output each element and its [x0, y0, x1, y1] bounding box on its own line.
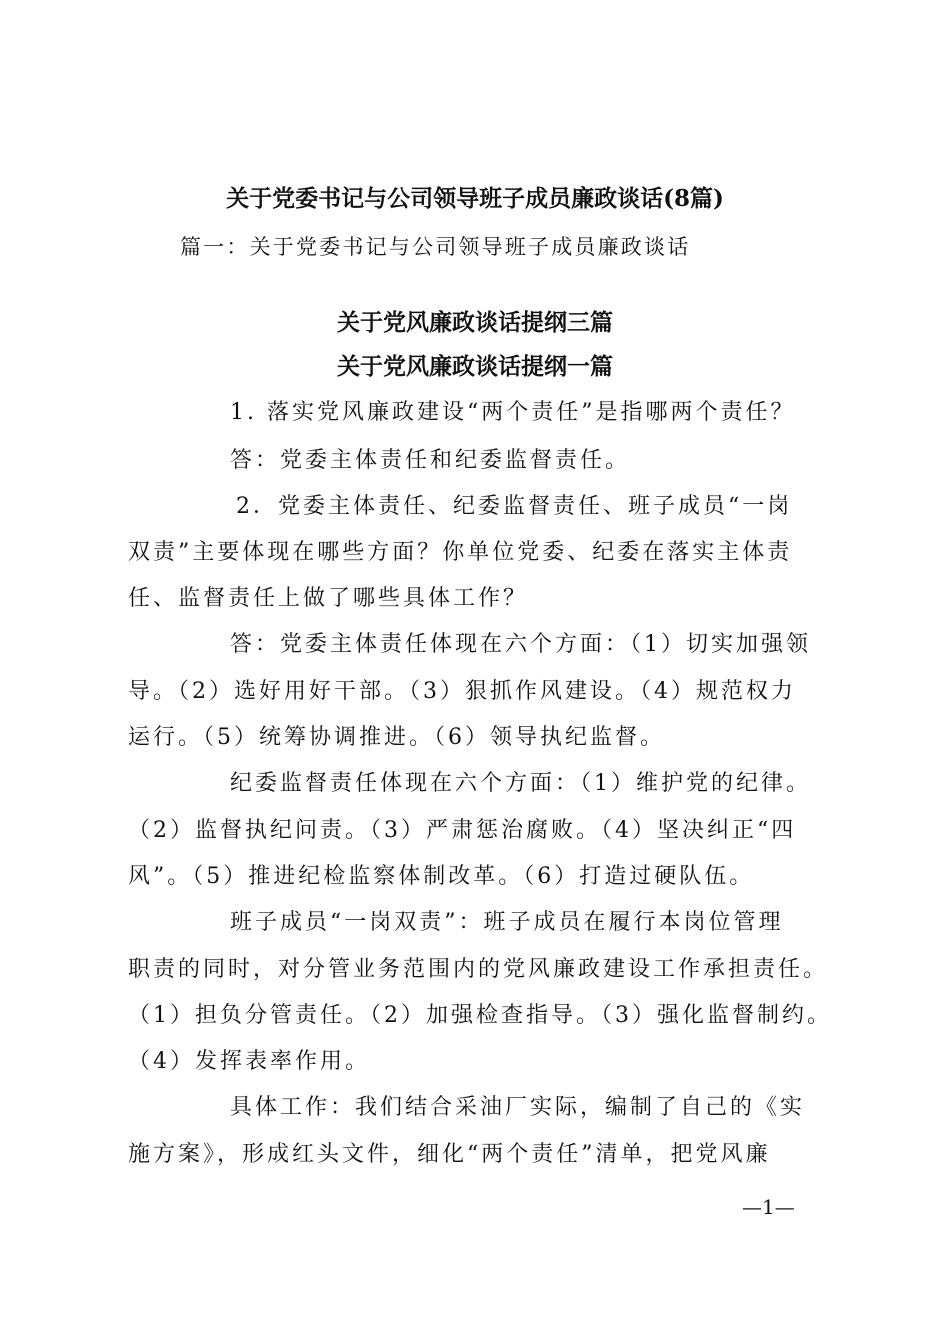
body-line: 施方案》，形成红头文件，细化“两个责任”清单，把党风廉: [128, 1142, 771, 1167]
body-line: 双责”主要体现在哪些方面？你单位党委、纪委在落实主体责: [128, 540, 793, 565]
section-heading-2: 关于党风廉政谈话提纲一篇: [337, 353, 613, 380]
body-line: （4）发挥表率作用。: [128, 1049, 370, 1074]
body-line: 纪委监督责任体现在六个方面：（1）维护党的纪律。: [230, 771, 811, 796]
page-number: —1—: [742, 1195, 795, 1219]
body-line: （2）监督执纪问责。（3）严肃惩治腐败。（4）坚决纠正“四: [128, 818, 797, 843]
body-line: （1）担负分管责任。（2）加强检查指导。（3）强化监督制约。: [128, 1003, 832, 1028]
section-heading-1: 关于党风廉政谈话提纲三篇: [337, 309, 613, 336]
body-line: 班子成员“一岗双责”：班子成员在履行本岗位管理: [230, 910, 784, 935]
body-line: 答：党委主体责任体现在六个方面：（1）切实加强领: [230, 632, 811, 657]
body-line: 任、监督责任上做了哪些具体工作？: [128, 586, 529, 611]
body-line: 风”。（5）推进纪检监察体制改革。（6）打造过硬队伍。: [128, 864, 755, 889]
body-line: 运行。（5）统筹协调推进。（6）领导执纪监督。: [128, 725, 665, 750]
body-line: 答：党委主体责任和纪委监督责任。: [230, 448, 631, 473]
document-title: 关于党委书记与公司领导班子成员廉政谈话(8篇): [226, 185, 724, 212]
body-line: 具体工作：我们结合采油厂实际，编制了自己的《实: [230, 1095, 806, 1120]
body-line: 职责的同时，对分管业务范围内的党风廉政建设工作承担责任。: [128, 957, 829, 982]
body-line: 导。（2）选好用好干部。（3）狠抓作风建设。（4）规范权力: [128, 679, 796, 704]
body-line: 2．党委主体责任、纪委监督责任、班子成员“一岗: [236, 494, 793, 519]
document-subtitle: 篇一：关于党委书记与公司领导班子成员廉政谈话: [180, 235, 691, 259]
body-line: 1. 落实党风廉政建设“两个责任”是指哪两个责任？: [230, 400, 796, 425]
